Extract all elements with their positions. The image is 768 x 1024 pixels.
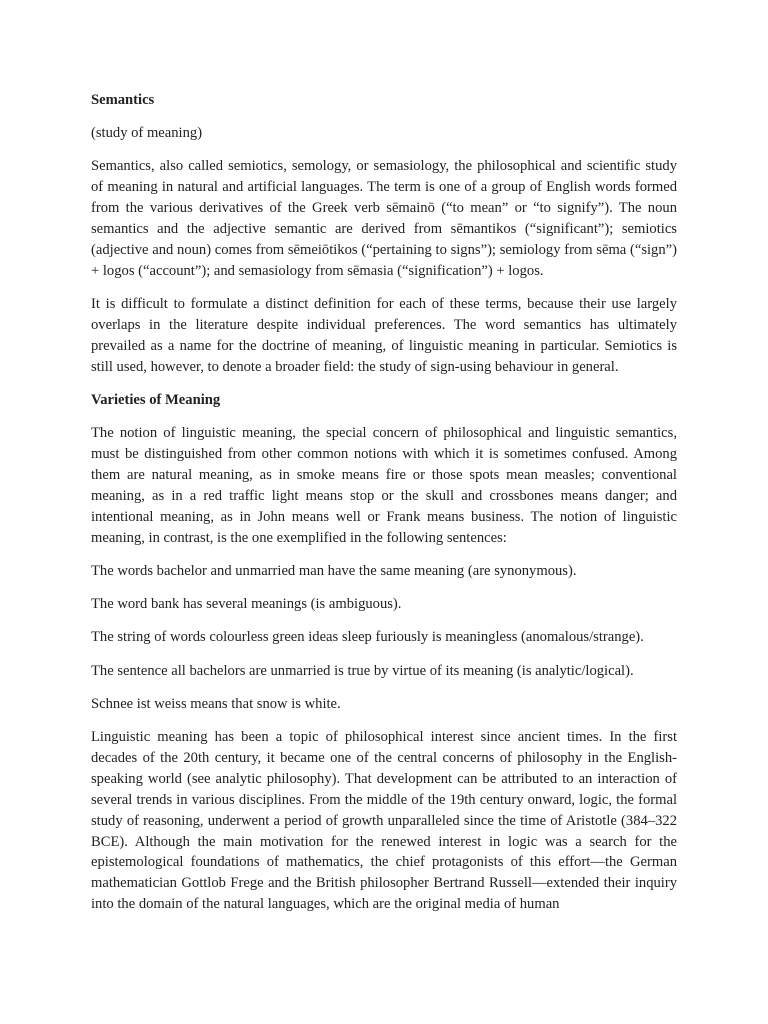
- document-page: [91, 90, 677, 915]
- section-heading: Varieties of Meaning: [91, 392, 221, 409]
- closing-paragraph: Linguistic meaning has been a topic of philosophical interest since ancient times. In the first decades of the 20th century, it became one of the central concerns of philosophy in the English-speaking world (see analytic philosophy). That development can be attributed to an interaction of several trends in various disciplines. From the middle of the 19th century onward, logic, the formal study of reasoning, underwent a period of growth unparalleled since the time of Aristotle (384–322 BCE). Although the main motivation for the renewed interest in logic was a search for the epistemological foundations of mathematics, the chief protagonists of this effort—the German mathematician Gottlob Frege and the British philosopher Bertrand Russell—extended their inquiry into the domain of the natural languages, which are the original media of human: [91, 729, 677, 913]
- intro-paragraph-1: Semantics, also called semiotics, semology, or semasiology, the philosophical and scientific study of meaning in natural and artificial languages. The term is one of a group of English words formed from the various derivatives of the Greek verb sēmainō (“to mean” or “to signify”). The noun semantics and the adjective semantic are derived from sēmantikos (“significant”); semiotics (adjective and noun) comes from sēmeiōtikos (“pertaining to signs”); semiology from sēma (“sign”) + logos (“account”); and semasiology from sēmasia (“signification”) + logos.: [91, 158, 677, 279]
- example-sentence-1: The words bachelor and unmarried man have the same meaning (are synonymous).: [91, 563, 577, 579]
- section-paragraph: The notion of linguistic meaning, the special concern of philosophical and linguistic semantics, must be distinguished from other common notions with which it is sometimes confused. Among them are natural meaning, as in smoke means fire or those spots mean measles; conventional meaning, as in a red traffic light means stop or the skull and crossbones means danger; and intentional meaning, as in John means well or Frank means business. The notion of linguistic meaning, in contrast, is the one exemplified in the following sentences:: [91, 425, 677, 546]
- document-subtitle: (study of meaning): [91, 125, 203, 142]
- example-sentence-2: The word bank has several meanings (is ambiguous).: [91, 596, 402, 613]
- example-sentence-4: The sentence all bachelors are unmarried is true by virtue of its meaning (is analytic/logical).: [91, 662, 634, 679]
- example-sentence-3: The string of words colourless green ideas sleep furiously is meaningless (anomalous/strange).: [91, 629, 644, 646]
- example-sentence-5: Schnee ist weiss means that snow is white.: [91, 695, 341, 712]
- intro-paragraph-2: It is difficult to formulate a distinct definition for each of these terms, because their use largely overlaps in the literature despite individual preferences. The word semantics has ultimately prevailed as a name for the doctrine of meaning, of linguistic meaning in particular. Semiotics is still used, however, to denote a broader field: the study of sign-using behaviour in general.: [91, 296, 677, 375]
- document-title: Semantics: [91, 92, 155, 108]
